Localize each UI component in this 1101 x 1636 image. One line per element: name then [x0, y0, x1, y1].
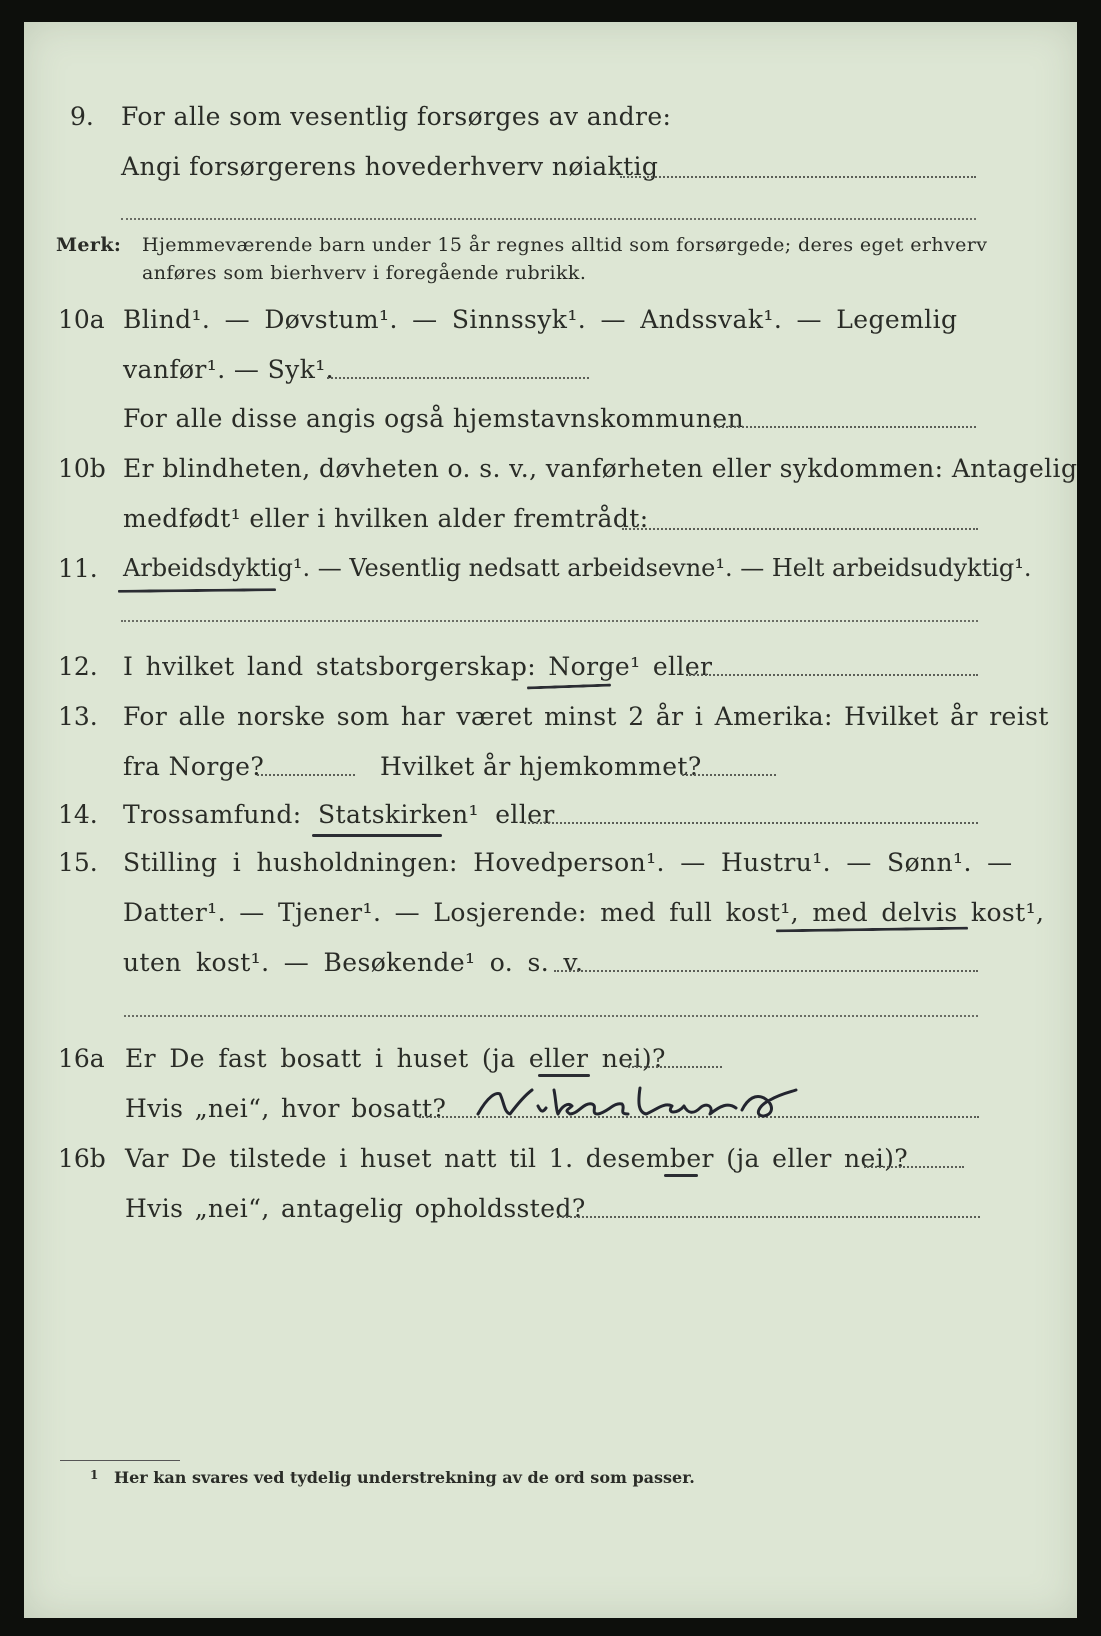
question-16a-text: Er De fast bosatt i huset (ja eller nei)?: [125, 1044, 666, 1073]
handwritten-answer-signature: [474, 1084, 804, 1122]
question-14-number: 14.: [58, 800, 98, 829]
answer-underline-med-delvis-kost: [776, 927, 968, 933]
footnote-text: Her kan svares ved tydelig understrekning av de ord som passer.: [114, 1468, 695, 1487]
question-10a-text: Blind¹. — Døvstum¹. — Sinnssyk¹. — Andssvak¹. — Legemlig: [123, 305, 958, 334]
note-label: Merk:: [56, 234, 122, 256]
question-16a-answer-line: [628, 1066, 722, 1068]
note-text-line2: anføres som bierhverv i foregående rubrikk.: [142, 262, 587, 284]
question-15-line2: Datter¹. — Tjener¹. — Losjerende: med full kost¹, med delvis kost¹,: [123, 898, 1045, 927]
question-10a-number: 10a: [58, 305, 105, 334]
question-11-number: 11.: [58, 554, 98, 583]
question-14-text: Trossamfund: Statskirken¹ eller: [123, 800, 555, 829]
census-form-page: [24, 22, 1077, 1618]
question-10b-number: 10b: [58, 454, 106, 483]
question-11-text: Arbeidsdyktig¹. — Vesentlig nedsatt arbeidsevne¹. — Helt arbeidsudyktig¹.: [123, 554, 1032, 582]
question-10a-line2: vanfør¹. — Syk¹.: [123, 355, 335, 384]
question-12-text: I hvilket land statsborgerskap: Norge¹ eller: [123, 652, 713, 681]
question-16b-answer-line: [864, 1166, 964, 1168]
question-16b-line2: Hvis „nei“, antagelig opholdssted?: [125, 1194, 586, 1223]
question-13-return-label: Hvilket år hjemkommet?: [380, 752, 702, 781]
question-9-number: 9.: [70, 102, 94, 131]
question-15-line3: uten kost¹. — Besøkende¹ o. s. v.: [123, 948, 584, 977]
question-9-blank-line: [121, 218, 976, 220]
question-15-blank-line: [124, 1015, 978, 1017]
question-9-subtext: Angi forsørgerens hovederhverv nøiaktig: [121, 152, 659, 181]
question-13-departure-line: [257, 774, 355, 776]
question-10a-line3: For alle disse angis også hjemstavnskommunen: [123, 404, 744, 433]
question-16a-line2: Hvis „nei“, hvor bosatt?: [125, 1094, 447, 1123]
question-13-departure-label: fra Norge?: [123, 752, 265, 781]
question-10b-answer-line: [622, 528, 978, 530]
answer-underline-arbeidsdyktig: [118, 588, 276, 593]
question-15-number: 15.: [58, 848, 98, 877]
answer-underline-statskirken: [312, 834, 442, 837]
question-10b-line2: medfødt¹ eller i hvilken alder fremtrådt:: [123, 504, 649, 533]
question-10a-answer-line: [327, 377, 589, 379]
question-10b-text: Er blindheten, døvheten o. s. v., vanførheten eller sykdommen: Antagelig: [123, 454, 1078, 483]
answer-underline-norge: [527, 684, 611, 690]
question-14-answer-line: [524, 822, 978, 824]
footnote-mark: 1: [90, 1468, 99, 1482]
question-11-blank-line: [121, 620, 978, 622]
answer-underline-ja: [664, 1174, 698, 1177]
question-9-answer-line: [620, 176, 976, 178]
question-16b-location-line: [557, 1216, 980, 1218]
question-15-answer-line: [554, 970, 978, 972]
question-10a-hometown-line: [714, 426, 976, 428]
note-text-line1: Hjemmeværende barn under 15 år regnes alltid som forsørgede; deres eget erhverv: [142, 234, 988, 256]
question-12-answer-line: [686, 674, 978, 676]
footnote-divider: [60, 1460, 180, 1461]
question-13-text: For alle norske som har været minst 2 år i Amerika: Hvilket år reist: [123, 702, 1049, 731]
question-16a-number: 16a: [58, 1044, 105, 1073]
question-12-number: 12.: [58, 652, 98, 681]
question-13-number: 13.: [58, 702, 98, 731]
question-16b-text: Var De tilstede i huset natt til 1. desember (ja eller nei)?: [125, 1144, 909, 1173]
question-15-text: Stilling i husholdningen: Hovedperson¹. — Hustru¹. — Sønn¹. —: [123, 848, 1013, 877]
answer-underline-nei: [538, 1074, 590, 1077]
question-16b-number: 16b: [58, 1144, 106, 1173]
question-13-return-line: [682, 774, 776, 776]
question-9-text: For alle som vesentlig forsørges av andre:: [121, 102, 672, 131]
